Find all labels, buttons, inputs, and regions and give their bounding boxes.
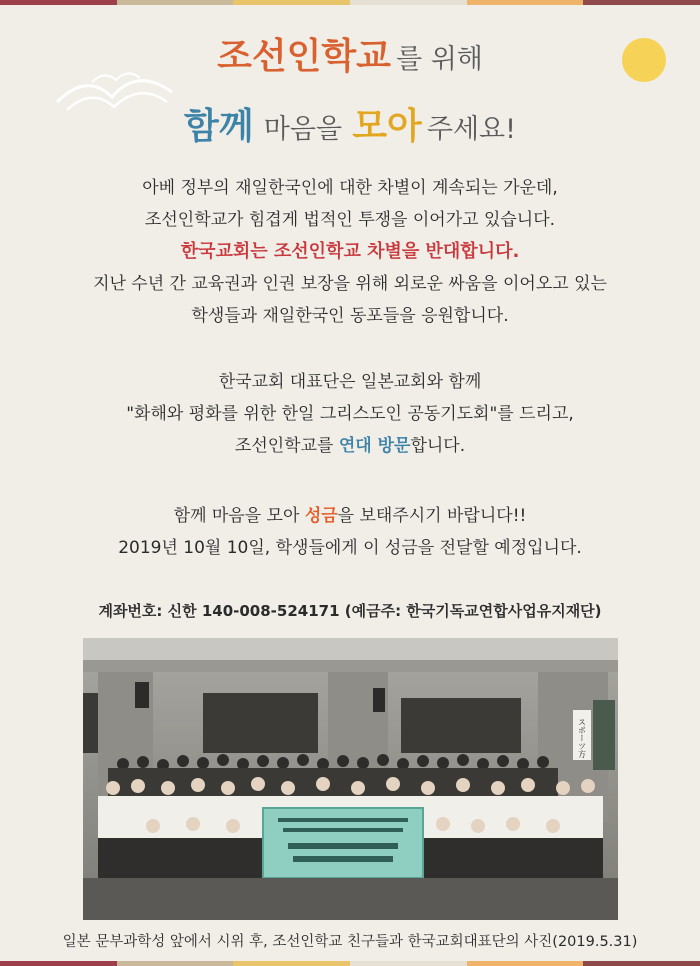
p3-line-1-start: 함께 마음을 모아 <box>173 506 305 526</box>
paragraph-2 <box>0 366 700 462</box>
top-color-stripe <box>0 0 700 5</box>
headline-line-1 <box>0 28 700 79</box>
title-together: 함께 <box>184 106 254 147</box>
paragraph-3 <box>0 500 700 564</box>
p1-line-1: 아베 정부의 재일한국인에 대한 차별이 계속되는 가운데, <box>142 178 558 198</box>
title-heart: 마음을 <box>263 114 343 145</box>
headline-line-2 <box>0 98 700 149</box>
p3-line-2: 2019년 10월 10일, 학생들에게 이 성금을 전달할 예정입니다. <box>118 538 582 558</box>
group-photo <box>83 638 618 920</box>
title-gather: 모아 <box>352 106 422 147</box>
bank-account-info: 계좌번호: 신한 140-008-524171 (예금주: 한국기독교연합사업유지재단) <box>98 602 602 620</box>
p1-line-2: 조선인학교가 힘겹게 법적인 투쟁을 이어가고 있습니다. <box>144 210 556 230</box>
photo-caption: 일본 문부과학성 앞에서 시위 후, 조선인학교 친구들과 한국교회대표단의 사진(2019.5.31) <box>62 934 638 950</box>
p1-line-3: 지난 수년 간 교육권과 인권 보장을 위해 외로운 싸움을 이어오고 있는 <box>93 274 607 294</box>
p2-line-3-start: 조선인학교를 <box>234 436 339 456</box>
p3-line-1 <box>0 500 700 532</box>
title-for: 를 위해 <box>396 44 483 75</box>
p3-line-1-end: 을 보태주시기 바랍니다!! <box>337 506 527 526</box>
p2-highlight: 연대 방문 <box>338 436 411 456</box>
bottom-color-stripe <box>0 961 700 966</box>
p3-highlight: 성금 <box>304 506 338 526</box>
title-please: 주세요! <box>426 114 516 145</box>
p2-line-3-end: 합니다. <box>410 436 466 456</box>
paragraph-1 <box>0 172 700 332</box>
group-photo-illustration <box>83 638 618 920</box>
p1-highlight: 한국교회는 조선인학교 차별을 반대합니다. <box>180 241 520 262</box>
p2-line-3 <box>0 430 700 462</box>
title-school-name: 조선인학교 <box>217 36 391 77</box>
p2-line-1: 한국교회 대표단은 일본교회와 함께 <box>218 372 482 392</box>
p2-line-2: "화해와 평화를 위한 한일 그리스도인 공동기도회"를 드리고, <box>126 404 574 424</box>
building-sign: スポーツ方 <box>577 718 587 758</box>
p1-line-4: 학생들과 재일한국인 동포들을 응원합니다. <box>191 306 509 326</box>
